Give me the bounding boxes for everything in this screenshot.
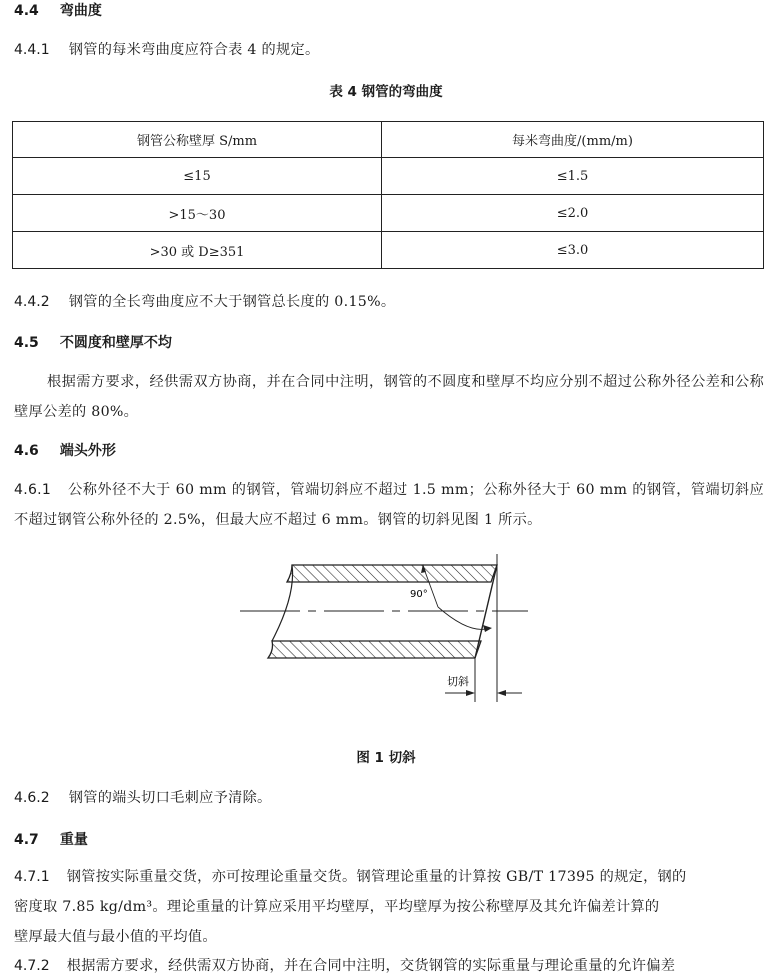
section-heading-4-4	[14, 0, 102, 20]
arrowhead	[466, 690, 475, 696]
clause-number: 4.7.2	[14, 958, 50, 974]
section-title: 端头外形	[59, 443, 116, 459]
section-number: 4.6	[14, 443, 39, 459]
bending-table	[12, 121, 764, 269]
clause-number: 4.6.1	[14, 482, 52, 498]
table-cell: ≤15	[13, 158, 382, 195]
section-number: 4.4	[14, 3, 39, 19]
section-number: 4.5	[14, 335, 39, 351]
clause-4-4-2	[14, 291, 395, 311]
clause-number: 4.7.1	[14, 869, 50, 885]
clause-text: 公称外径不大于 60 mm 的钢管，管端切斜应不超过 1.5 mm；公称外径大于 60 mm 的钢管，管端切斜应不超过钢管公称外径的 2.5%，但最大应不超过 6 mm。钢管的切斜见图 1 所示。	[14, 482, 764, 528]
section-title: 弯曲度	[59, 3, 102, 19]
table-cell: ≤2.0	[382, 195, 764, 232]
table-cell: >30 或 D≥351	[13, 232, 382, 269]
section-heading-4-6	[14, 440, 116, 460]
figure-caption: 图 1 切斜	[356, 750, 416, 766]
clause-text: 钢管的全长弯曲度应不大于钢管总长度的 0.15%。	[68, 294, 396, 310]
table-cell: >15～30	[13, 195, 382, 232]
clause-text: 密度取 7.85 kg/dm³。理论重量的计算应采用平均壁厚，平均壁厚为按公称壁厚及其允许偏差计算的	[14, 899, 660, 915]
arrowhead	[497, 690, 506, 696]
clause-text: 钢管按实际重量交货，亦可按理论重量交货。钢管理论重量的计算按 GB/T 17395 的规定，钢的	[66, 869, 687, 885]
table-header-cell: 每米弯曲度/(mm/m)	[382, 122, 764, 158]
clause-4-6-2	[14, 787, 272, 807]
section-heading-4-7	[14, 829, 88, 849]
section-heading-4-5	[14, 332, 172, 352]
clause-4-7-1	[14, 866, 687, 886]
cut-label: 切斜	[447, 675, 469, 688]
clause-4-7-2	[14, 955, 675, 975]
pipe-wall-top	[287, 565, 497, 582]
clause-text: 根据需方要求，经供需双方协商，并在合同中注明，交货钢管的实际重量与理论重量的允许偏差	[66, 958, 676, 974]
section-number: 4.7	[14, 832, 39, 848]
pipe-bevel-figure	[0, 540, 772, 740]
table-row	[13, 195, 764, 232]
clause-number: 4.6.2	[14, 790, 50, 806]
table-row	[13, 158, 764, 195]
paragraph-4-5: 根据需方要求，经供需双方协商，并在合同中注明，钢管的不圆度和壁厚不均应分别不超过公称外径公差和公称壁厚公差的 80%。	[14, 374, 764, 420]
clause-number: 4.4.1	[14, 42, 50, 58]
clause-text: 钢管的端头切口毛刺应予清除。	[68, 790, 272, 806]
angle-label: 90°	[410, 589, 428, 600]
clause-4-4-1	[14, 39, 319, 59]
table-header-row	[13, 122, 764, 158]
table-header-cell: 钢管公称壁厚 S/mm	[13, 122, 382, 158]
clause-number: 4.4.2	[14, 294, 50, 310]
clause-text: 钢管的每米弯曲度应符合表 4 的规定。	[68, 42, 320, 58]
table-cell: ≤1.5	[382, 158, 764, 195]
section-title: 重量	[59, 832, 88, 848]
clause-text: 壁厚最大值与最小值的平均值。	[14, 929, 217, 945]
table-caption: 表 4 钢管的弯曲度	[329, 84, 443, 100]
pipe-wall-bottom	[268, 641, 481, 658]
clause-4-6-1	[14, 475, 764, 535]
table-cell: ≤3.0	[382, 232, 764, 269]
section-title: 不圆度和壁厚不均	[59, 335, 172, 351]
table-row	[13, 232, 764, 269]
arrowhead	[483, 625, 492, 632]
